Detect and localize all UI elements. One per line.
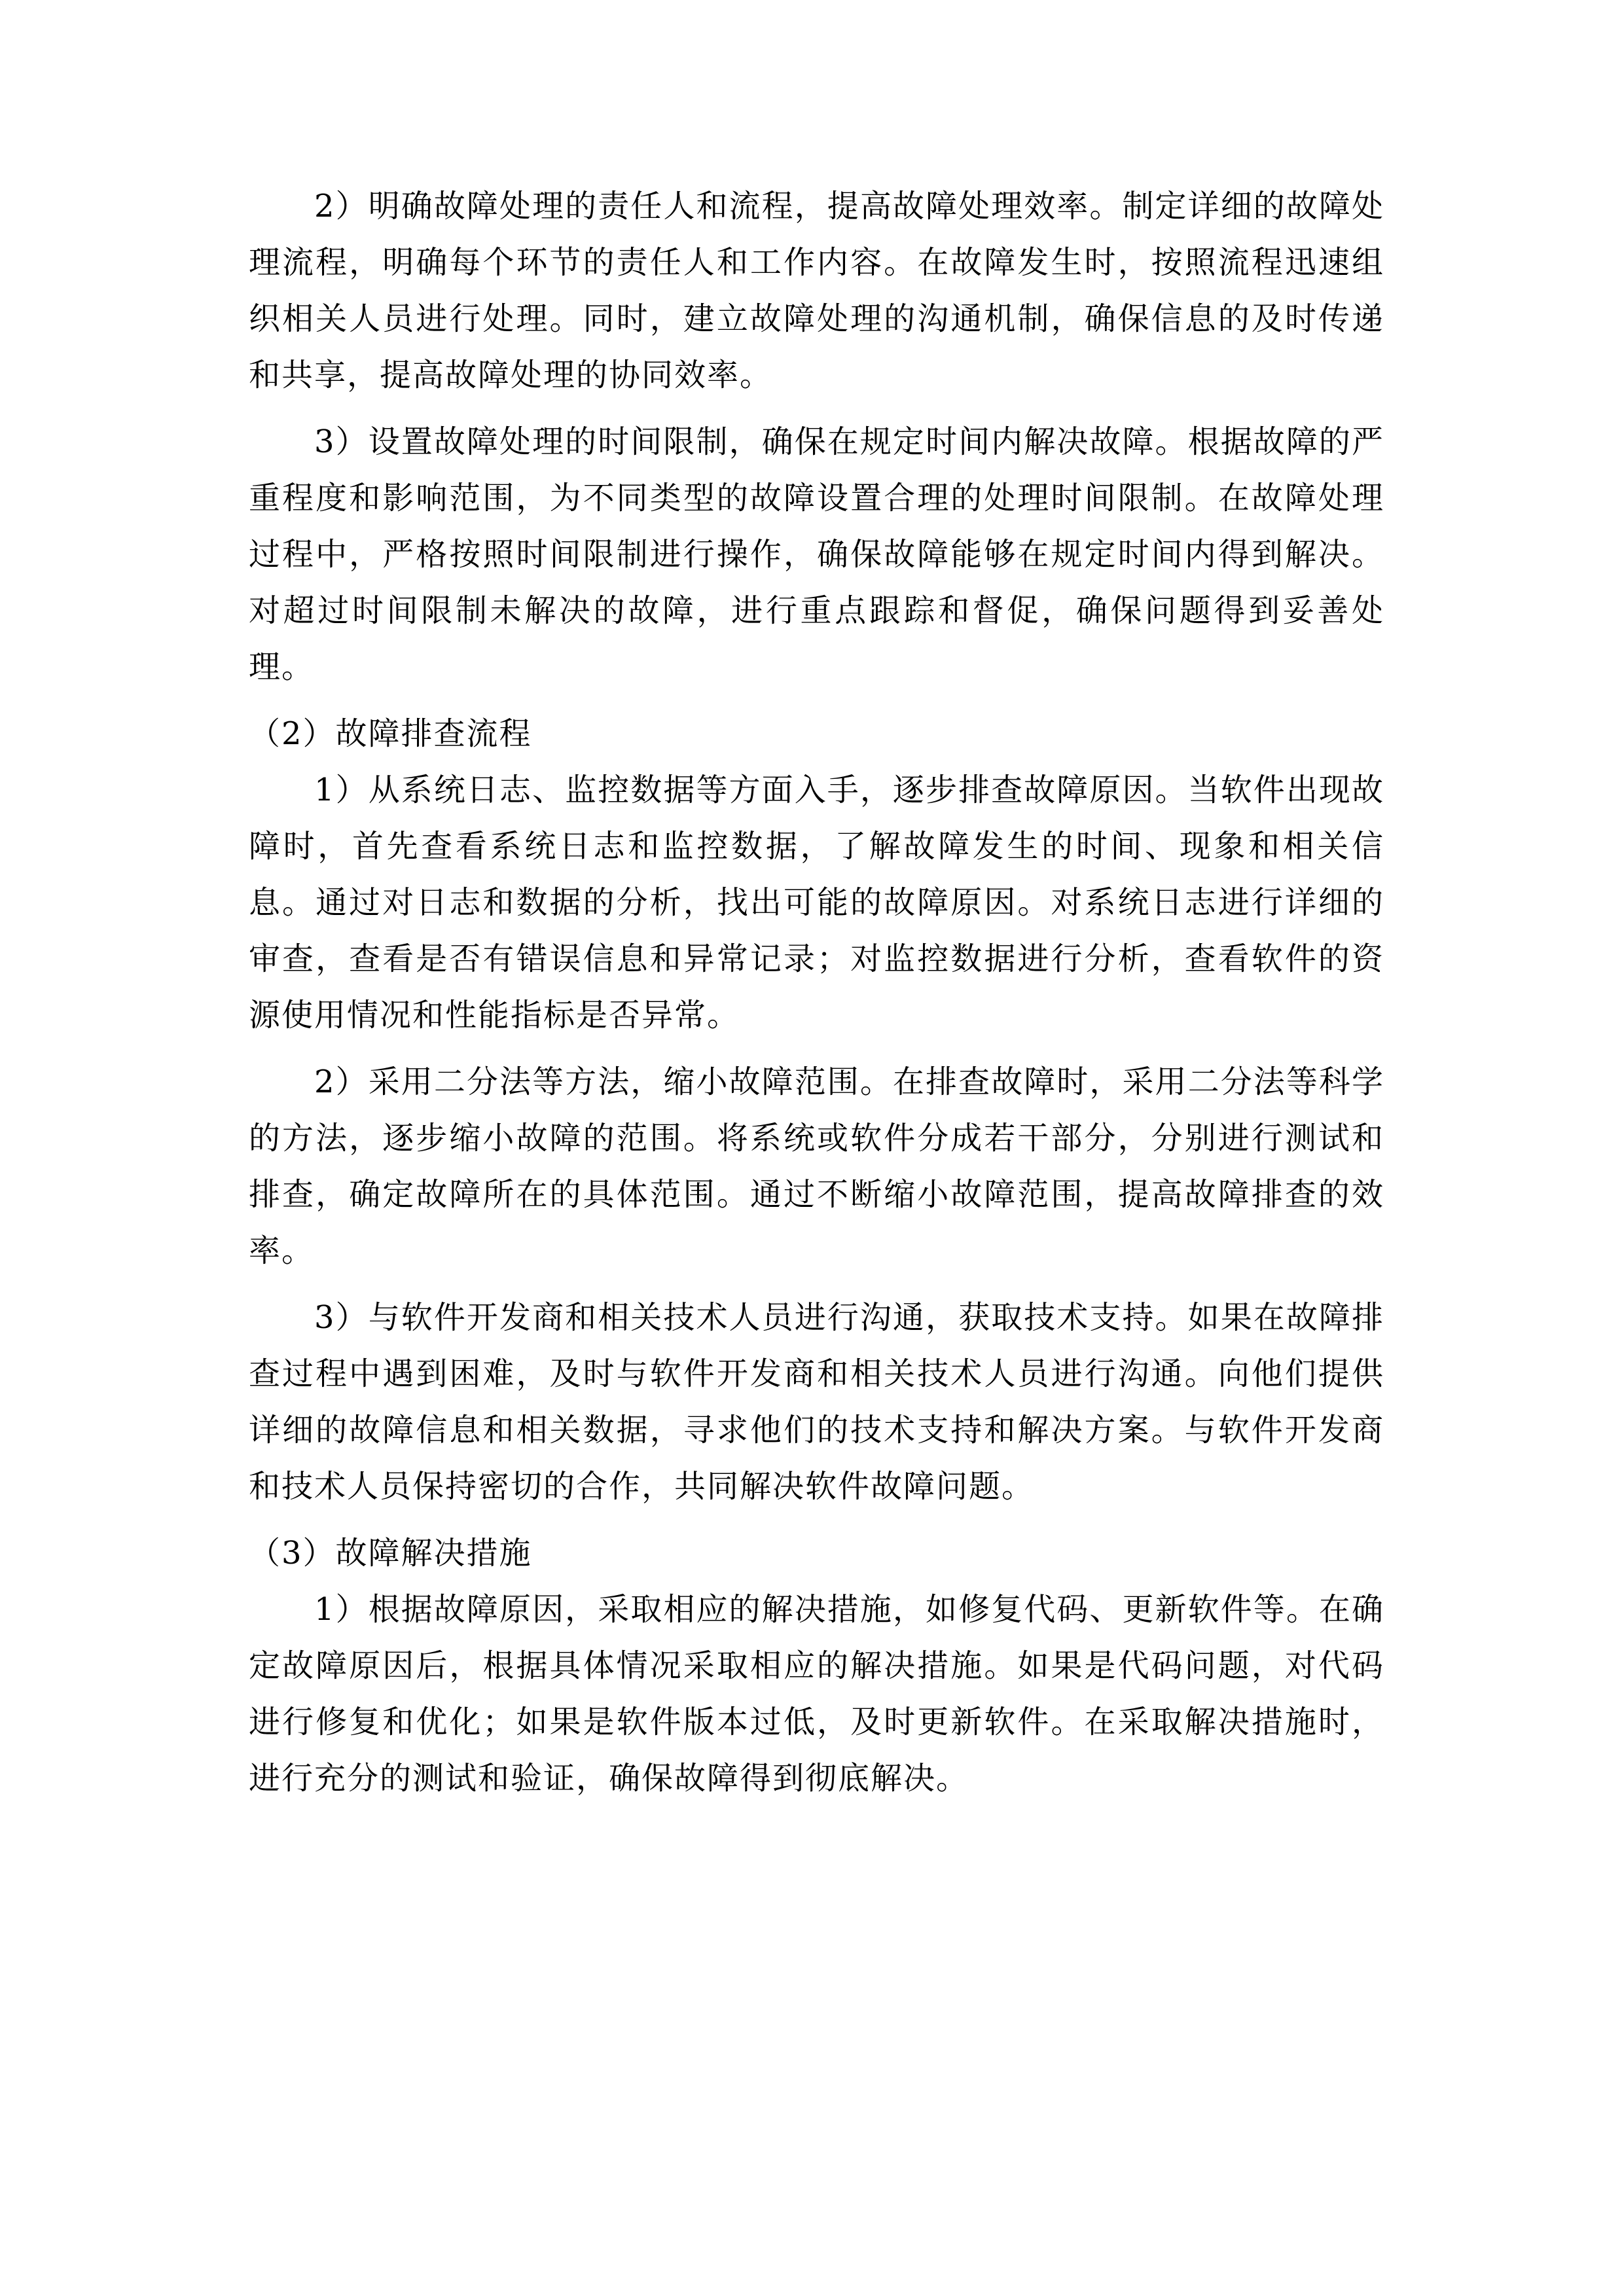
paragraph: 3）设置故障处理的时间限制，确保在规定时间内解决故障。根据故障的严重程度和影响范围，为不同类型的故障设置合理的处理时间限制。在故障处理过程中，严格按照时间限制进行操作，确保故障能够在规定时间内得到解决。对超过时间限制未解决的故障，进行重点跟踪和督促，确保问题得到妥善处理。 — [249, 423, 1384, 685]
section-fault-resolution — [249, 1525, 1384, 1806]
paragraph: 1）从系统日志、监控数据等方面入手，逐步排查故障原因。当软件出现故障时，首先查看系统日志和监控数据，了解故障发生的时间、现象和相关信息。通过对日志和数据的分析，找出可能的故障原因。对系统日志进行详细的审查，查看是否有错误信息和异常记录；对监控数据进行分析，查看软件的资源使用情况和性能指标是否异常。 — [249, 772, 1384, 1033]
paragraph: 3）与软件开发商和相关技术人员进行沟通，获取技术支持。如果在故障排查过程中遇到困难，及时与软件开发商和相关技术人员进行沟通。向他们提供详细的故障信息和相关数据，寻求他们的技术支持和解决方案。与软件开发商和技术人员保持密切的合作，共同解决软件故障问题。 — [249, 1299, 1384, 1505]
section-heading: （3）故障解决措施 — [249, 1535, 532, 1571]
paragraph: 1）根据故障原因，采取相应的解决措施，如修复代码、更新软件等。在确定故障原因后，根据具体情况采取相应的解决措施。如果是代码问题，对代码进行修复和优化；如果是软件版本过低，及时更新软件。在采取解决措施时，进行充分的测试和验证，确保故障得到彻底解决。 — [249, 1591, 1384, 1797]
document-body — [249, 178, 1384, 1817]
paragraph: 2）明确故障处理的责任人和流程，提高故障处理效率。制定详细的故障处理流程，明确每个环节的责任人和工作内容。在故障发生时，按照流程迅速组织相关人员进行处理。同时，建立故障处理的沟通机制，确保信息的及时传递和共享，提高故障处理的协同效率。 — [249, 188, 1384, 393]
paragraph: 2）采用二分法等方法，缩小故障范围。在排查故障时，采用二分法等科学的方法，逐步缩小故障的范围。将系统或软件分成若干部分，分别进行测试和排查，确定故障所在的具体范围。通过不断缩小故障范围，提高故障排查的效率。 — [249, 1064, 1384, 1269]
section-fault-troubleshooting — [249, 706, 1384, 1515]
section-heading: （2）故障排查流程 — [249, 715, 532, 752]
